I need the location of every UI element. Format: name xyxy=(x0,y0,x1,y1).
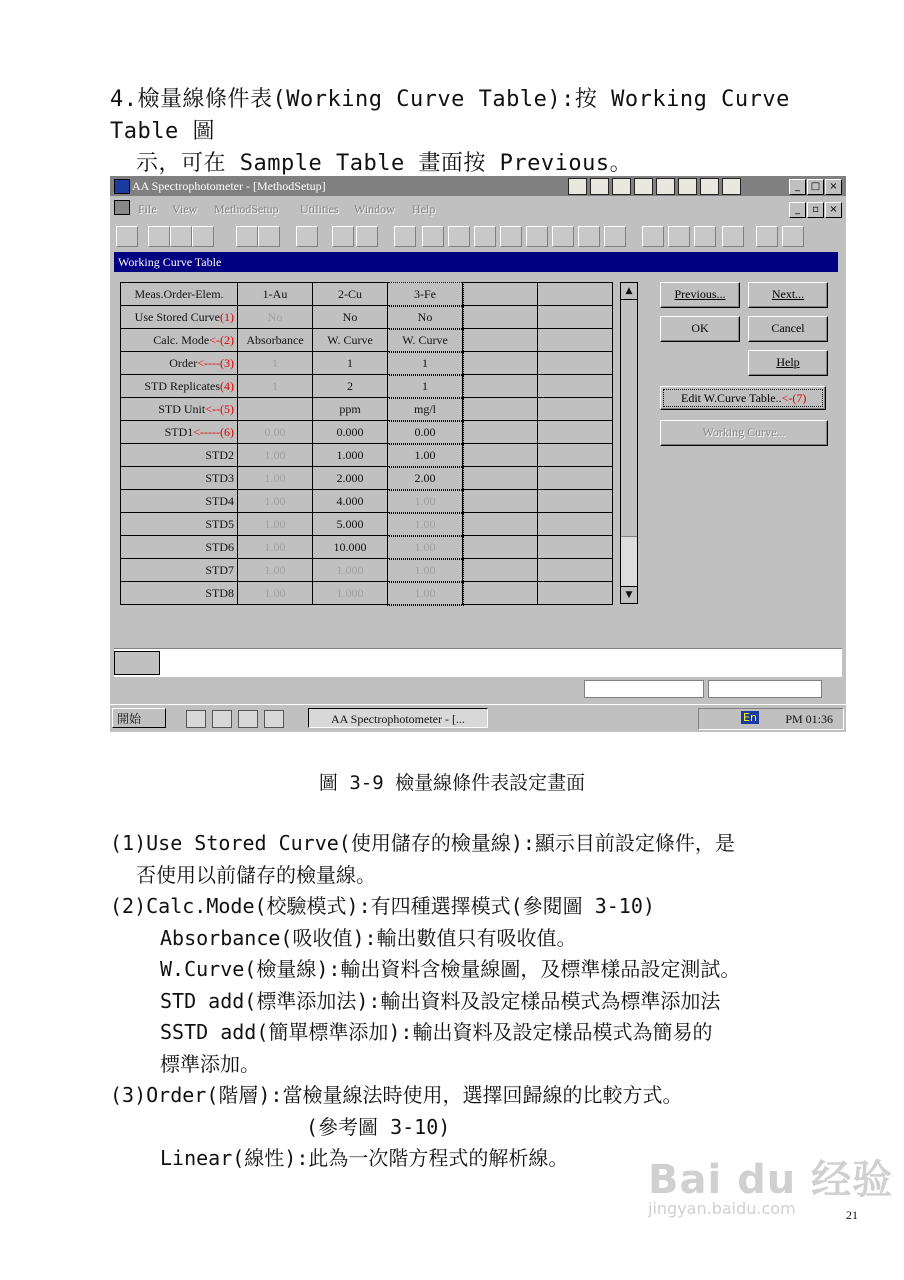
cancel-button[interactable]: Cancel xyxy=(748,316,828,342)
cell-au[interactable]: 1.00 xyxy=(238,490,313,513)
table-row xyxy=(121,536,613,559)
cell-cu[interactable]: 2 xyxy=(313,375,388,398)
ok-button[interactable]: OK xyxy=(660,316,740,342)
empty-cell[interactable] xyxy=(463,283,538,306)
child-window-controls xyxy=(788,201,842,218)
cell-cu[interactable]: No xyxy=(313,306,388,329)
setup-icon[interactable] xyxy=(116,226,138,247)
text-line: 否使用以前儲存的檢量線。 xyxy=(136,862,376,887)
cell-cu[interactable]: 1.000 xyxy=(313,559,388,582)
empty-cell[interactable] xyxy=(538,559,613,582)
cell-au[interactable]: 1.00 xyxy=(238,467,313,490)
table-row xyxy=(121,582,613,605)
minimize-icon[interactable]: _ xyxy=(789,179,806,195)
empty-cell[interactable] xyxy=(463,513,538,536)
scroll-thumb[interactable] xyxy=(621,300,637,537)
empty-cell[interactable] xyxy=(538,306,613,329)
tool-g-icon[interactable] xyxy=(722,226,744,247)
lamp8-icon[interactable] xyxy=(604,226,626,247)
cell-fe[interactable]: 1.00 xyxy=(388,559,463,582)
ie-icon[interactable] xyxy=(186,710,206,728)
row-label: STD3 xyxy=(205,470,234,485)
empty-cell[interactable] xyxy=(538,375,613,398)
cell-fe[interactable]: 1 xyxy=(388,375,463,398)
table-row xyxy=(121,398,613,421)
text-line: W.Curve(檢量線):輸出資料含檢量線圖，及標準樣品設定測試。 xyxy=(160,957,741,981)
empty-cell[interactable] xyxy=(463,329,538,352)
empty-cell[interactable] xyxy=(463,467,538,490)
cell-au[interactable]: 1.00 xyxy=(238,444,313,467)
callout-mark: <-(2) xyxy=(209,332,234,347)
cell-cu[interactable]: W. Curve xyxy=(313,329,388,352)
empty-cell[interactable] xyxy=(463,490,538,513)
cell-au[interactable]: 1.00 xyxy=(238,536,313,559)
callout-mark: <--(5) xyxy=(205,401,234,416)
app-icon xyxy=(114,179,130,194)
menu-help[interactable]: Help xyxy=(412,202,436,216)
callout-mark: <----(3) xyxy=(197,355,234,370)
column-header[interactable]: 1-Au xyxy=(238,283,313,306)
text-line: (2)Calc.Mode(校驗模式):有四種選擇模式(參閱圖 3-10) xyxy=(110,894,655,918)
monitor-icon[interactable] xyxy=(634,178,653,195)
working-curve-table xyxy=(120,282,613,605)
row-label-cell xyxy=(121,582,238,605)
tool-e-icon[interactable] xyxy=(668,226,690,247)
scroll-down-icon[interactable]: ▼ xyxy=(621,586,637,603)
watermark-brand: Bai du 经验 xyxy=(648,1157,894,1203)
table-row xyxy=(121,444,613,467)
empty-cell[interactable] xyxy=(538,513,613,536)
outlook-icon[interactable] xyxy=(264,710,284,728)
text-line: 標準添加。 xyxy=(160,1051,260,1076)
cell-au[interactable]: 1 xyxy=(238,375,313,398)
taskbar-app-button[interactable]: AA Spectrophotometer - [... xyxy=(308,708,488,728)
column-header[interactable]: 2-Cu xyxy=(313,283,388,306)
empty-cell[interactable] xyxy=(538,467,613,490)
table-header-row xyxy=(121,283,613,306)
text-line: SSTD add(簡單標準添加):輸出資料及設定樣品模式為簡易的 xyxy=(160,1020,713,1044)
heading-line-1: 4.檢量線條件表(Working Curve Table):按 Working Curve Table 圖 xyxy=(110,87,790,144)
previous-label: Previous... xyxy=(674,287,726,301)
text-line: (3)Order(階層):當檢量線法時使用，選擇回歸線的比較方式。 xyxy=(110,1083,683,1107)
cell-cu[interactable]: 2.000 xyxy=(313,467,388,490)
row-label: STD5 xyxy=(205,516,234,531)
colors-icon[interactable] xyxy=(568,178,587,195)
display-icon[interactable] xyxy=(756,226,778,247)
menu-window[interactable]: Window xyxy=(354,202,395,216)
edit-wcurve-table-button[interactable] xyxy=(660,386,826,410)
callout-mark: (4) xyxy=(220,378,234,393)
language-indicator[interactable]: En xyxy=(743,711,757,724)
text-line: Absorbance(吸收值):輸出數值只有吸收值。 xyxy=(160,925,577,950)
status-field-2 xyxy=(708,680,822,698)
row-label-cell xyxy=(121,421,238,444)
empty-cell[interactable] xyxy=(538,352,613,375)
save-icon[interactable] xyxy=(170,226,192,247)
row-label: STD Unit xyxy=(158,401,206,416)
lamp7-icon[interactable] xyxy=(578,226,600,247)
row-label: STD1 xyxy=(164,424,194,439)
status-field-1 xyxy=(584,680,704,698)
cell-cu[interactable]: 4.000 xyxy=(313,490,388,513)
callout-mark: <-(7) xyxy=(781,391,807,405)
row-label: STD4 xyxy=(205,493,234,508)
table-row xyxy=(121,329,613,352)
status-bar xyxy=(110,678,846,700)
row-label-cell xyxy=(121,306,238,329)
menu-bar xyxy=(110,198,846,218)
channels-icon[interactable] xyxy=(238,710,258,728)
column-header: Meas.Order-Elem. xyxy=(121,283,238,306)
excel-icon[interactable] xyxy=(612,178,631,195)
system-tray xyxy=(698,708,844,730)
titlebar-tool-icons xyxy=(568,178,744,195)
empty-cell[interactable] xyxy=(538,283,613,306)
row-label-cell xyxy=(121,490,238,513)
taskbar xyxy=(110,704,846,732)
watermark-url: jingyan.baidu.com xyxy=(648,1199,796,1218)
row-label-cell xyxy=(121,467,238,490)
row-label-cell xyxy=(121,444,238,467)
cell-cu[interactable]: 1.000 xyxy=(313,444,388,467)
print-icon[interactable] xyxy=(236,226,258,247)
mdi-bottom-area xyxy=(114,648,842,677)
key-icon[interactable] xyxy=(656,178,675,195)
cell-cu[interactable]: ppm xyxy=(313,398,388,421)
child-close-icon[interactable]: × xyxy=(825,202,842,218)
tools-icon[interactable] xyxy=(722,178,741,195)
section-heading xyxy=(110,84,870,180)
row-label-cell xyxy=(121,375,238,398)
dialog-titlebar xyxy=(114,252,838,272)
row-label-cell xyxy=(121,352,238,375)
empty-cell[interactable] xyxy=(463,559,538,582)
cell-fe[interactable]: 1.00 xyxy=(388,582,463,605)
doc-icon xyxy=(114,200,130,215)
tool-c-icon[interactable] xyxy=(356,226,378,247)
cell-fe[interactable]: 1.00 xyxy=(388,536,463,559)
tool-b-icon[interactable] xyxy=(332,226,354,247)
text-line: Linear(線性):此為一次階方程式的解析線。 xyxy=(160,1146,569,1170)
minimized-window-icon[interactable] xyxy=(114,651,160,675)
menu-utilities[interactable]: Utilities xyxy=(300,202,339,216)
cell-cu[interactable]: 1.000 xyxy=(313,582,388,605)
help-icon[interactable] xyxy=(782,226,804,247)
menu-methodsetup[interactable]: MethodSetup xyxy=(214,202,279,216)
empty-cell[interactable] xyxy=(463,352,538,375)
cell-fe[interactable]: 1.00 xyxy=(388,444,463,467)
table-row xyxy=(121,421,613,444)
lamp6-icon[interactable] xyxy=(552,226,574,247)
lamp5-icon[interactable] xyxy=(526,226,548,247)
window-title: AA Spectrophotometer - [MethodSetup] xyxy=(132,179,326,193)
scroll-up-icon[interactable]: ▲ xyxy=(621,283,637,300)
next-button[interactable] xyxy=(748,282,828,308)
table-row xyxy=(121,467,613,490)
next-label: Next... xyxy=(771,287,805,301)
table-row xyxy=(121,375,613,398)
cell-fe[interactable]: mg/l xyxy=(388,398,463,421)
cell-au[interactable] xyxy=(238,398,313,421)
empty-cell[interactable] xyxy=(538,536,613,559)
empty-cell[interactable] xyxy=(463,306,538,329)
window-controls xyxy=(788,178,842,195)
row-label-cell xyxy=(121,559,238,582)
dialog-body xyxy=(114,272,838,648)
cell-au[interactable]: Absorbance xyxy=(238,329,313,352)
cell-cu[interactable]: 0.000 xyxy=(313,421,388,444)
row-label-cell xyxy=(121,398,238,421)
cell-fe[interactable]: 0.00 xyxy=(388,421,463,444)
table-row xyxy=(121,490,613,513)
tool-a-icon[interactable] xyxy=(296,226,318,247)
toolbar xyxy=(110,224,846,248)
table-scrollbar[interactable] xyxy=(620,282,638,604)
start-button[interactable]: 開始 xyxy=(112,708,166,728)
working-curve-button[interactable]: Working Curve... xyxy=(660,420,828,446)
empty-cell[interactable] xyxy=(463,398,538,421)
menu-view[interactable]: View xyxy=(172,202,198,216)
empty-cell[interactable] xyxy=(463,582,538,605)
empty-cell[interactable] xyxy=(538,398,613,421)
tool-off-icon[interactable] xyxy=(394,226,416,247)
edit-label: Edit W.Curve Table.. xyxy=(681,391,782,405)
lamp3-icon[interactable] xyxy=(474,226,496,247)
cell-fe[interactable]: No xyxy=(388,306,463,329)
callout-mark: <-----(6) xyxy=(193,424,234,439)
page-number: 21 xyxy=(846,1208,858,1222)
empty-cell[interactable] xyxy=(463,444,538,467)
cell-au[interactable]: 1.00 xyxy=(238,513,313,536)
table-row xyxy=(121,513,613,536)
row-label: STD2 xyxy=(205,447,234,462)
tool-d-icon[interactable] xyxy=(642,226,664,247)
row-label-cell xyxy=(121,513,238,536)
cell-au[interactable]: 0.00 xyxy=(238,421,313,444)
table-row xyxy=(121,559,613,582)
close-icon[interactable]: × xyxy=(825,179,842,195)
row-label: STD7 xyxy=(205,562,234,577)
row-label: STD Replicates xyxy=(144,378,220,393)
cell-cu[interactable]: 10.000 xyxy=(313,536,388,559)
row-label: Calc. Mode xyxy=(153,332,210,347)
cell-au[interactable]: 1.00 xyxy=(238,582,313,605)
table-row xyxy=(121,306,613,329)
table-row xyxy=(121,352,613,375)
figure-caption: 圖 3-9 檢量線條件表設定畫面 xyxy=(318,772,586,794)
empty-cell[interactable] xyxy=(538,421,613,444)
row-label-cell xyxy=(121,329,238,352)
heading-line-2: 示，可在 Sample Table 畫面按 Previous。 xyxy=(136,151,633,176)
empty-cell[interactable] xyxy=(463,375,538,398)
cell-cu[interactable]: 1 xyxy=(313,352,388,375)
row-label-cell xyxy=(121,536,238,559)
tool-f-icon[interactable] xyxy=(694,226,716,247)
callout-mark: (1) xyxy=(220,309,234,324)
window-titlebar xyxy=(110,176,846,196)
lamp1-icon[interactable] xyxy=(422,226,444,247)
edit-icon[interactable] xyxy=(192,226,214,247)
text-line: STD add(標準添加法):輸出資料及設定樣品模式為標準添加法 xyxy=(160,988,721,1013)
help-label: Help xyxy=(776,355,800,369)
maximize-icon[interactable]: □ xyxy=(807,179,824,195)
empty-cell[interactable] xyxy=(538,582,613,605)
empty-cell[interactable] xyxy=(538,490,613,513)
text-icon[interactable] xyxy=(258,226,280,247)
empty-cell[interactable] xyxy=(463,421,538,444)
menu-file[interactable]: File xyxy=(138,202,157,216)
cell-fe[interactable]: 2.00 xyxy=(388,467,463,490)
cell-fe[interactable]: 1 xyxy=(388,352,463,375)
lamp4-icon[interactable] xyxy=(500,226,522,247)
empty-cell[interactable] xyxy=(463,536,538,559)
empty-cell[interactable] xyxy=(538,444,613,467)
desktop-icon[interactable] xyxy=(212,710,232,728)
help-button[interactable] xyxy=(748,350,828,376)
row-label: Use Stored Curve xyxy=(134,309,220,324)
cell-au[interactable]: 1 xyxy=(238,352,313,375)
cell-fe[interactable]: 1.00 xyxy=(388,513,463,536)
clock: PM 01:36 xyxy=(785,712,833,726)
word-icon[interactable] xyxy=(590,178,609,195)
empty-cell[interactable] xyxy=(538,329,613,352)
cell-fe[interactable]: 1.00 xyxy=(388,490,463,513)
column-header[interactable]: 3-Fe xyxy=(388,283,463,306)
row-label: STD6 xyxy=(205,539,234,554)
cell-fe[interactable]: W. Curve xyxy=(388,329,463,352)
lamp2-icon[interactable] xyxy=(448,226,470,247)
row-label: Order xyxy=(169,355,198,370)
window-icon[interactable] xyxy=(700,178,719,195)
previous-button[interactable] xyxy=(660,282,740,308)
cell-au[interactable]: No xyxy=(238,306,313,329)
open-icon[interactable] xyxy=(148,226,170,247)
body-text xyxy=(110,828,870,1175)
cell-au[interactable]: 1.00 xyxy=(238,559,313,582)
text-line: (1)Use Stored Curve(使用儲存的檢量線):顯示目前設定條件，是 xyxy=(110,831,735,855)
dialog-title: Working Curve Table xyxy=(118,255,222,269)
magnifier-icon[interactable] xyxy=(678,178,697,195)
app-screenshot xyxy=(110,176,846,732)
row-label: STD8 xyxy=(205,585,234,600)
child-minimize-icon[interactable]: _ xyxy=(789,202,806,218)
text-line: (參考圖 3-10) xyxy=(306,1114,451,1139)
child-restore-icon[interactable]: ▫ xyxy=(807,202,824,218)
cell-cu[interactable]: 5.000 xyxy=(313,513,388,536)
